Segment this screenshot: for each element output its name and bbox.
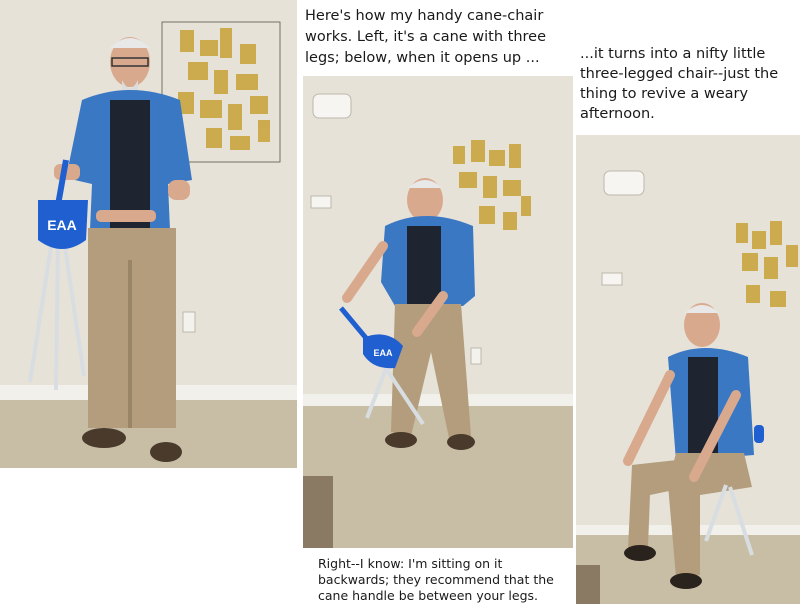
caption-top-middle: Here's how my handy cane-chair works. Left, it's a cane with three legs; below, when it opens up ... [305,8,547,66]
caption-top-right: ...it turns into a nifty little three-legged chair--just the thing to revive a weary afternoon. [580,46,779,122]
caption-bottom-middle: Right--I know: I'm sitting on it backwards; they recommend that the cane handle be between your legs. [318,556,554,603]
photo-cane-closed-image [0,0,297,468]
seat-logo: EAA [373,348,393,358]
photo-cane-chair-seated [576,135,800,604]
seat-logo: EAA [47,217,77,233]
photo-cane-opening [303,76,573,548]
photo-cane-closed [0,0,297,468]
photo-cane-opening-image [303,76,573,548]
photo-cane-chair-seated-image [576,135,800,604]
